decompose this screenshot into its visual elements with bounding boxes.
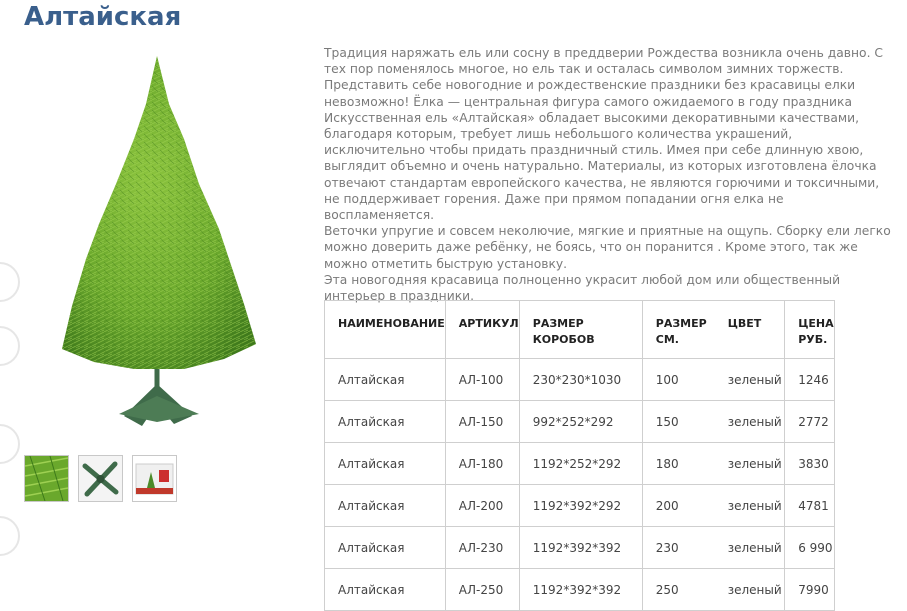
cell-box-size: 992*252*292 — [519, 401, 642, 443]
cell-color: зеленый — [715, 401, 785, 443]
cell-size: 150 — [642, 401, 714, 443]
cell-name: Алтайская — [325, 569, 446, 611]
cell-name: Алтайская — [325, 485, 446, 527]
table-header-row — [325, 301, 835, 359]
cell-size: 200 — [642, 485, 714, 527]
column-header-article: АРТИКУЛ — [445, 301, 519, 359]
description-paragraph: Веточки упругие и совсем неколючие, мягкие и приятные на ощупь. Сборку ели легко можно доверить даже ребёнку, не боясь, что он поранится . Кроме этого, так же можно отметить быструю установку. — [324, 224, 891, 271]
cell-box-size: 230*230*1030 — [519, 359, 642, 401]
cell-name: Алтайская — [325, 527, 446, 569]
christmas-tree-image[interactable] — [24, 44, 294, 444]
cell-box-size: 1192*252*292 — [519, 443, 642, 485]
column-header-size: РАЗМЕР СМ. — [642, 301, 714, 359]
decorative-circle — [0, 516, 20, 556]
cell-article: АЛ-250 — [445, 569, 519, 611]
cell-color: зеленый — [715, 443, 785, 485]
cell-color: зеленый — [715, 359, 785, 401]
cell-size: 180 — [642, 443, 714, 485]
cell-article: АЛ-180 — [445, 443, 519, 485]
cell-size: 100 — [642, 359, 714, 401]
column-header-price: ЦЕНА РУБ. — [785, 301, 835, 359]
cell-price: 2772 — [785, 401, 835, 443]
table-row — [325, 569, 835, 611]
cell-box-size: 1192*392*392 — [519, 569, 642, 611]
table-row — [325, 527, 835, 569]
cell-price: 4781 — [785, 485, 835, 527]
cell-box-size: 1192*392*392 — [519, 527, 642, 569]
cell-name: Алтайская — [325, 443, 446, 485]
cell-color: зеленый — [715, 569, 785, 611]
cell-name: Алтайская — [325, 401, 446, 443]
page-title: Алтайская — [24, 2, 182, 32]
tree-box-thumbnail[interactable] — [132, 455, 177, 502]
cell-price: 3830 — [785, 443, 835, 485]
product-description — [324, 45, 892, 304]
cell-article: АЛ-100 — [445, 359, 519, 401]
cell-price: 1246 — [785, 359, 835, 401]
table-row — [325, 359, 835, 401]
table-row — [325, 443, 835, 485]
cell-article: АЛ-230 — [445, 527, 519, 569]
column-header-color: ЦВЕТ — [715, 301, 785, 359]
column-header-name: НАИМЕНОВАНИЕ — [325, 301, 446, 359]
decorative-circle — [0, 326, 20, 366]
description-paragraph: Эта новогодняя красавица полноценно украсит любой дом или общественный интерьер в праздники. — [324, 272, 841, 304]
cell-color: зеленый — [715, 485, 785, 527]
description-paragraph: Традиция наряжать ель или сосну в преддверии Рождества возникла очень давно. С тех пор поменялось многое, но ель так и осталась символом зимних торжеств. Представить себе новогодние и рождественские праздники без красавицы елки невозможно! Ёлка — центральная фигура самого ожидаемого в году праздника — [324, 46, 883, 109]
cell-article: АЛ-150 — [445, 401, 519, 443]
cell-box-size: 1192*392*292 — [519, 485, 642, 527]
cell-color: зеленый — [715, 527, 785, 569]
table-row — [325, 485, 835, 527]
cell-name: Алтайская — [325, 359, 446, 401]
tree-branch-thumbnail[interactable] — [24, 455, 69, 502]
column-header-box-size: РАЗМЕР КОРОБОВ — [519, 301, 642, 359]
description-paragraph: Искусственная ель «Алтайская» обладает высокими декоративными качествами, благодаря которым, требует лишь небольшого количества украшений, исключительно чтобы придать праздничный стиль. Имея при себе длинную хвою, выглядит объемно и очень натурально. Материалы, из которых изготовлена ёлочка отвечают стандартам европейского качества, не являются горючими и токсичными, не поддерживает горения. Даже при прямом попадании огня елка не воспламеняется. — [324, 110, 880, 223]
cell-price: 7990 — [785, 569, 835, 611]
decorative-circle — [0, 424, 20, 464]
decorative-circle — [0, 262, 20, 302]
thumbnail-strip — [24, 455, 177, 502]
specs-table — [324, 300, 835, 611]
table-row — [325, 401, 835, 443]
cell-article: АЛ-200 — [445, 485, 519, 527]
cell-size: 230 — [642, 527, 714, 569]
cell-price: 6 990 — [785, 527, 835, 569]
tree-stand-thumbnail[interactable] — [78, 455, 123, 502]
cell-size: 250 — [642, 569, 714, 611]
